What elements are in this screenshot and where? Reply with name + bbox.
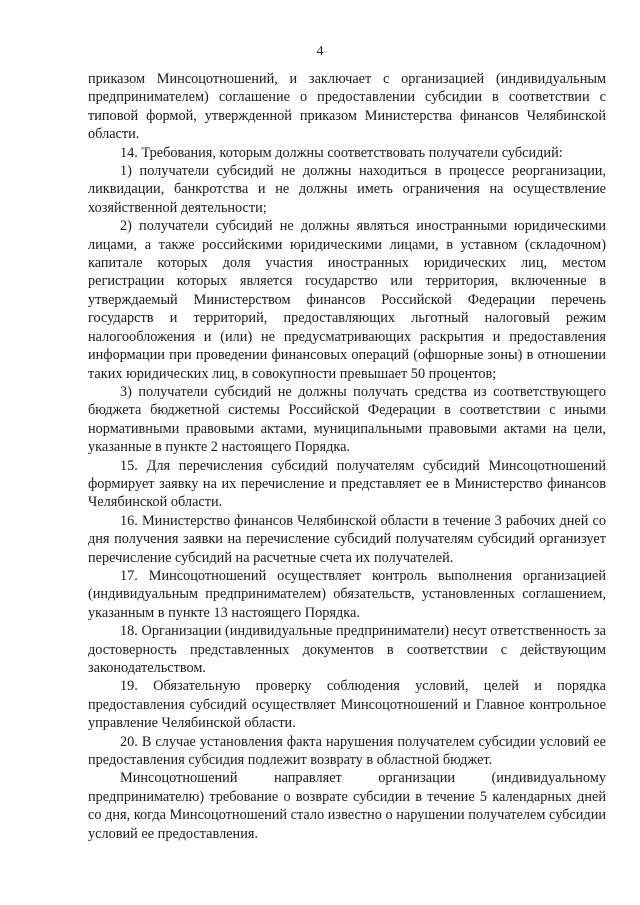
- paragraph-14-2: 2) получатели субсидий не должны являться иностранными юридическими лицами, а также российскими юридическими лицами, в уставном (складочном) капитале которых доля участия иностранных юридических лиц, местом регистрации которых является государство или территория, включенные в утверждаемый Министерством финансов Российской Федерации перечень государств и территорий, предоставляющих льготный налоговый режим налогообложения и (или) не предусматривающих раскрытия и предоставления информации при проведении финансовых операций (офшорные зоны) в отношении таких юридических лиц, в совокупности превышает 50 процентов;: [88, 218, 606, 382]
- page-number: 4: [316, 44, 324, 59]
- paragraph-continuation: приказом Минсоцотношений, и заключает с организацией (индивидуальным предпринимателем) соглашение о предоставлении субсидии в соответствии с типовой формой, утвержденной приказом Министерства финансов Челябинской области.: [88, 71, 606, 143]
- paragraph-20: 20. В случае установления факта нарушения получателем субсидии условий ее предоставления субсидия подлежит возврату в областной бюджет.: [88, 733, 606, 769]
- paragraph-14: 14. Требования, которым должны соответствовать получатели субсидий:: [120, 144, 563, 161]
- document-body: [88, 70, 606, 843]
- paragraph-18: 18. Организации (индивидуальные предприниматели) несут ответственность за достоверность представленных документов в соответствии с действующим законодательством.: [88, 623, 606, 676]
- paragraph-17: 17. Минсоцотношений осуществляет контроль выполнения организацией (индивидуальным предпринимателем) обязательств, установленных соглашением, указанным в пункте 13 настоящего Порядка.: [88, 567, 606, 621]
- paragraph-19: 19. Обязательную проверку соблюдения условий, целей и порядка предоставления субсидий осуществляет Минсоцотношений и Главное контрольное управление Челябинской области.: [88, 678, 606, 732]
- paragraph-14-1: 1) получатели субсидий не должны находиться в процессе реорганизации, ликвидации, банкротства и не должны иметь ограничения на осуществление хозяйственной деятельности;: [88, 163, 606, 216]
- paragraph-15: 15. Для перечисления субсидий получателям субсидий Минсоцотношений формирует заявку на их перечисление и представляет ее в Министерство финансов Челябинской области.: [88, 457, 606, 511]
- paragraph-16: 16. Министерство финансов Челябинской области в течение 3 рабочих дней со дня получения заявки на перечисление субсидий получателям субсидий организует перечисление субсидий на расчетные счета их получателей.: [88, 512, 606, 566]
- paragraph-20-continuation: Минсоцотношений направляет организации (индивидуальному предпринимателю) требование о возврате субсидии в течение 5 календарных дней со дня, когда Минсоцотношений стало известно о нарушении получателем субсидии условий ее предоставления.: [88, 770, 606, 842]
- paragraph-14-3: 3) получатели субсидий не должны получать средства из соответствующего бюджета бюджетной системы Российской Федерации в соответствии с иными нормативными правовыми актами, муниципальными правовыми актами на цели, указанные в пункте 2 настоящего Порядка.: [88, 383, 606, 456]
